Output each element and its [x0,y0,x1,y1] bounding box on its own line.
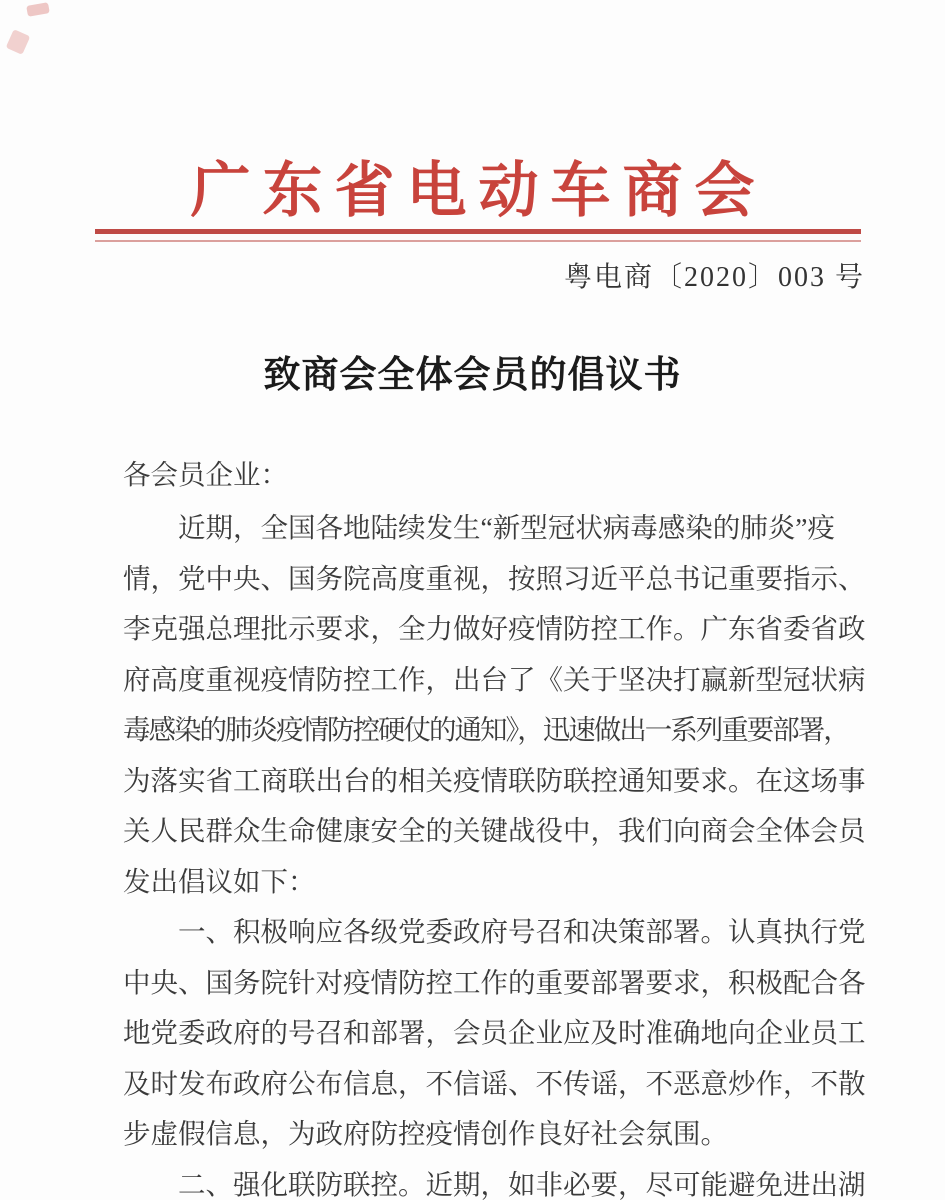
body-line: 关人民群众生命健康安全的关键战役中，我们向商会全体会员 [123,815,866,846]
ink-smudge-mark [6,29,31,55]
body-line: 近期，全国各地陆续发生“新型冠状病毒感染的肺炎”疫 [178,512,835,543]
letterhead-divider-rule [95,229,861,242]
body-line: 地党委政府的号召和部署，会员企业应及时准确地向企业员工 [123,1017,866,1048]
document-body [123,503,868,1200]
body-line: 毒感染的肺炎疫情防控硬仗的通知》，迅速做出一系列重要部署， [123,714,849,745]
body-line: 李克强总理批示要求，全力做好疫情防控工作。广东省委省政 [123,613,866,644]
salutation-line: 各会员企业： [123,459,288,490]
document-reference-number: 粤电商〔2020〕003 号 [563,262,865,293]
body-line: 步虚假信息，为政府防控疫情创作良好社会氛围。 [123,1118,728,1149]
document-title: 致商会全体会员的倡议书 [263,355,682,396]
body-line: 情，党中央、国务院高度重视，按照习近平总书记重要指示、 [123,562,866,594]
body-line: 中央、国务院针对疫情防控工作的重要部署要求，积极配合各 [123,966,866,998]
ink-smudge-mark [26,2,50,17]
body-line: 府高度重视疫情防控工作，出台了《关于坚决打赢新型冠状病 [123,663,866,695]
body-line: 二、强化联防联控。近期，如非必要，尽可能避免进出湖 [178,1168,866,1200]
body-line: 为落实省工商联出台的相关疫情联防联控通知要求。在这场事 [123,764,866,796]
body-line: 发出倡议如下： [123,865,316,897]
letterhead-org-name: 广东省电动车商会 [190,158,767,224]
body-line: 一、积极响应各级党委政府号召和决策部署。认真执行党 [178,916,866,947]
body-line: 及时发布政府公布信息，不信谣、不传谣，不恶意炒作，不散 [123,1067,866,1099]
